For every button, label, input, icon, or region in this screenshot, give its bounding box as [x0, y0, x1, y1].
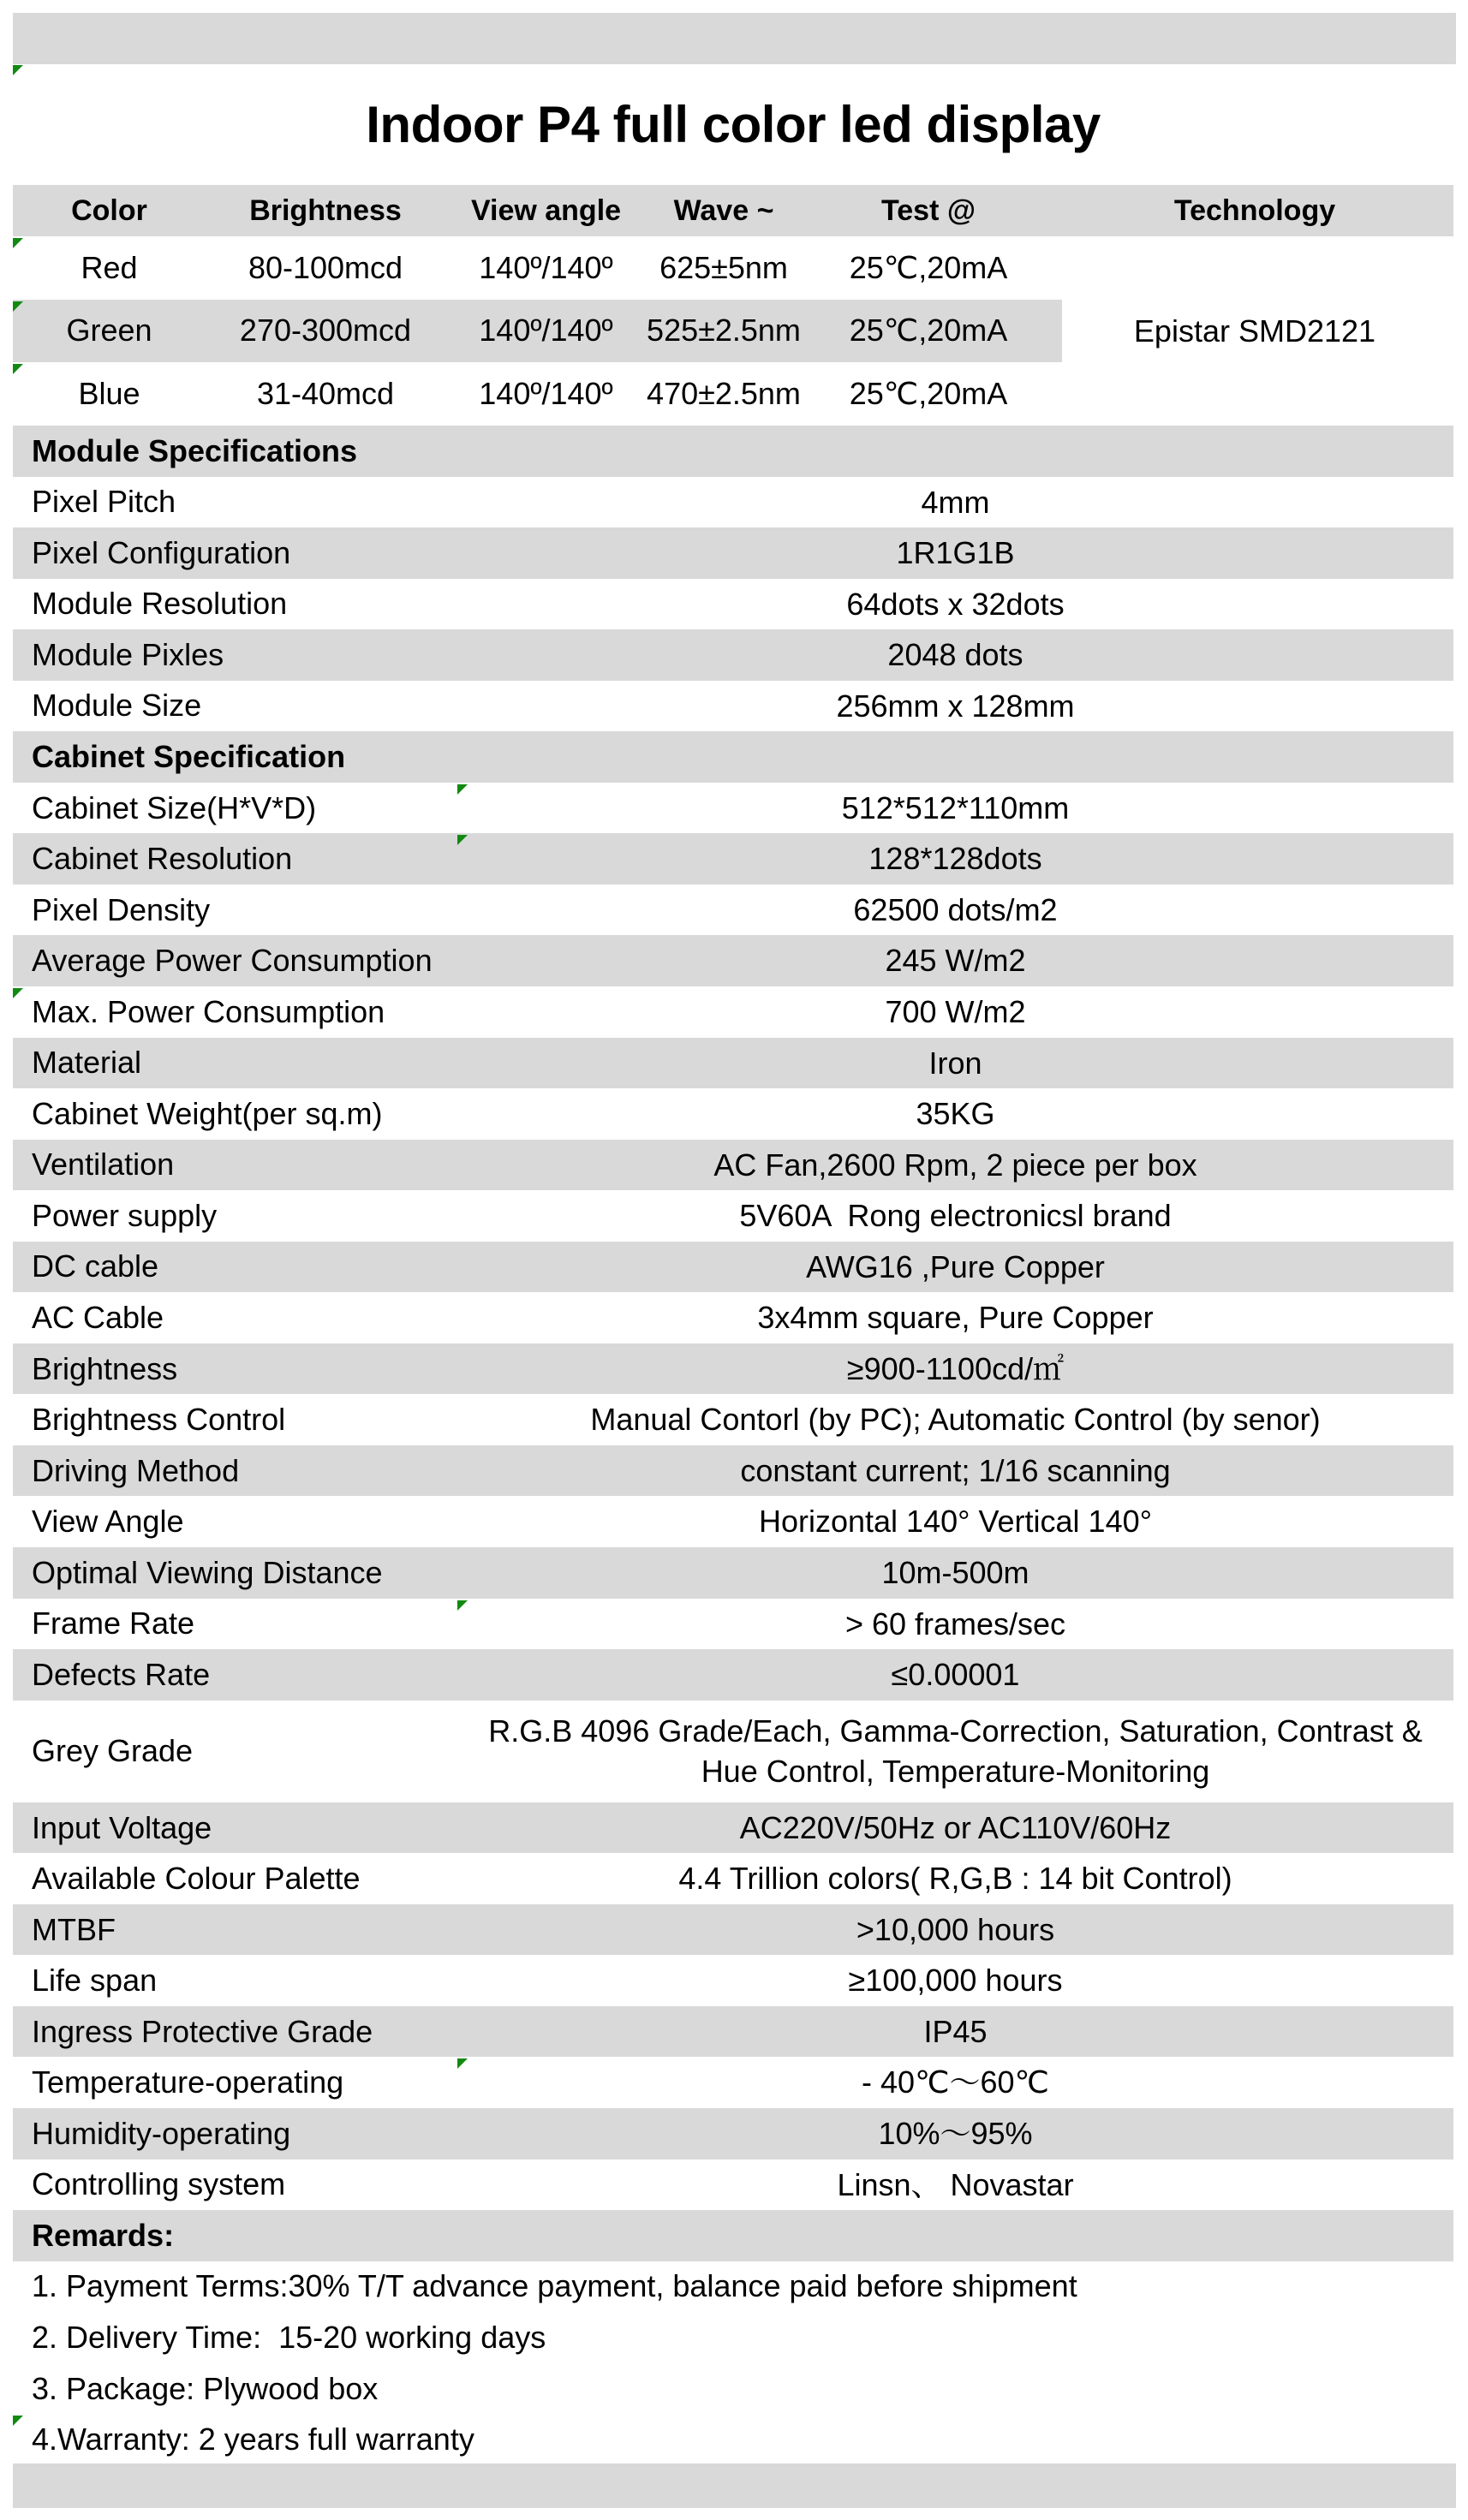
comment-marker-icon — [13, 301, 23, 312]
spec-value-text: ≤0.00001 — [891, 1657, 1020, 1693]
spec-row — [13, 2108, 1453, 2160]
led-header-cell: Brightness — [249, 194, 402, 227]
spec-label: Module Pixles — [32, 636, 224, 672]
spec-row — [13, 1955, 1453, 2006]
spec-row — [13, 1904, 1453, 1956]
section-title: Remards: — [32, 2217, 175, 2253]
spec-label: Module Size — [32, 688, 202, 724]
comment-marker-icon — [13, 988, 23, 998]
spec-row — [13, 833, 1453, 885]
spec-value-text: 64dots x 32dots — [846, 586, 1065, 622]
spec-label: Defects Rate — [32, 1656, 211, 1692]
led-cell: 625±5nm — [659, 249, 788, 285]
spec-label: Pixel Configuration — [32, 534, 291, 570]
spec-value-text: - 40℃～60℃ — [862, 2064, 1049, 2100]
spec-value — [457, 890, 1453, 931]
spec-value-text: 2048 dots — [887, 637, 1023, 673]
spec-value-text: 128*128dots — [868, 841, 1042, 877]
spec-value — [457, 1960, 1453, 2001]
remark-text: 3. Package: Plywood box — [32, 2370, 379, 2406]
spec-label: Controlling system — [32, 2166, 286, 2202]
title-block — [13, 64, 1453, 185]
comment-marker-icon — [457, 1600, 468, 1611]
technology-cell: Epistar SMD2121 — [1133, 313, 1376, 349]
comment-marker-icon — [457, 2058, 468, 2069]
spec-label: Pixel Pitch — [32, 484, 176, 520]
spec-value-text: 512*512*110mm — [841, 789, 1070, 825]
spec-row — [13, 681, 1453, 732]
spec-value-text: 5V60A Rong electronicsl brand — [739, 1198, 1172, 1234]
spec-row — [13, 1701, 1453, 1802]
spec-label: Life span — [32, 1963, 158, 1999]
spec-value-text: 10%～95% — [878, 2116, 1033, 2152]
spec-table — [13, 426, 1453, 2261]
spec-value — [457, 2062, 1453, 2103]
comment-marker-icon — [457, 835, 468, 845]
spec-label: Average Power Consumption — [32, 943, 433, 979]
led-header-cell: Wave ~ — [673, 194, 774, 227]
spec-value — [457, 1711, 1453, 1792]
spec-value-text: >10,000 hours — [856, 1911, 1055, 1947]
spec-value-text: Iron — [928, 1045, 982, 1081]
spec-value-text: 1R1G1B — [896, 535, 1015, 571]
spec-row — [13, 1088, 1453, 1140]
spec-value-text: 700 W/m2 — [885, 994, 1026, 1029]
spec-row — [13, 527, 1453, 579]
spec-value-text: 35KG — [916, 1096, 995, 1132]
spec-value-text: 3x4mm square, Pure Copper — [757, 1300, 1154, 1336]
led-header-cell: Test @ — [881, 194, 976, 227]
spec-row — [13, 1038, 1453, 1089]
top-bar — [13, 13, 1456, 64]
led-cell: 470±2.5nm — [647, 376, 801, 412]
spec-value — [457, 1552, 1453, 1594]
spec-value-text: Manual Contorl (by PC); Automatic Control (by senor) — [590, 1402, 1321, 1438]
led-cell: 140º/140º — [479, 249, 613, 285]
spec-row — [13, 986, 1453, 1038]
spec-value — [457, 1145, 1453, 1186]
spec-value — [457, 1195, 1453, 1236]
led-cell: 140º/140º — [479, 313, 613, 349]
led-cell: 270-300mcd — [239, 313, 412, 349]
spec-row — [13, 1292, 1453, 1343]
spec-row — [13, 2006, 1453, 2058]
spec-row — [13, 1394, 1453, 1445]
spec-value-text: AWG16 ,Pure Copper — [806, 1248, 1105, 1284]
remark-text: 2. Delivery Time: 15-20 working days — [32, 2319, 546, 2355]
spec-value-text: > 60 frames/sec — [844, 1606, 1066, 1641]
spec-value — [457, 1501, 1453, 1542]
remark-text: 1. Payment Terms:30% T/T advance payment, balance paid before shipment — [32, 2268, 1077, 2304]
spec-value — [457, 1604, 1453, 1645]
spec-value — [457, 788, 1453, 829]
led-cell: 25℃,20mA — [849, 313, 1008, 349]
led-cell: 525±2.5nm — [647, 313, 801, 349]
spec-row — [13, 1802, 1453, 1854]
spec-value — [457, 1858, 1453, 1899]
spec-label: Ventilation — [32, 1147, 175, 1183]
spec-value-text: IP45 — [923, 2013, 988, 2049]
spec-label: Cabinet Weight(per sq.m) — [32, 1095, 383, 1131]
remark-item — [13, 2312, 1453, 2363]
spec-row — [13, 1599, 1453, 1650]
spec-label: Brightness — [32, 1350, 178, 1386]
spec-value — [457, 1349, 1453, 1390]
spec-label: Driving Method — [32, 1452, 240, 1488]
spec-value-text: 4mm — [921, 484, 990, 520]
section-title: Module Specifications — [32, 432, 358, 468]
comment-marker-icon — [13, 364, 23, 374]
spec-label: Optimal Viewing Distance — [32, 1554, 383, 1590]
spec-row — [13, 1190, 1453, 1242]
section-header-row — [13, 2210, 1453, 2261]
led-cell: 25℃,20mA — [849, 249, 1008, 285]
spec-label: Ingress Protective Grade — [32, 2013, 373, 2049]
spec-value-text: AC220V/50Hz or AC110V/60Hz — [739, 1809, 1172, 1845]
spec-sheet — [13, 64, 1453, 2465]
spec-value-text: ≥900-1100cd/㎡ — [846, 1350, 1065, 1386]
spec-label: Max. Power Consumption — [32, 993, 385, 1029]
remark-item — [13, 2414, 1453, 2465]
spec-label: Cabinet Resolution — [32, 841, 293, 877]
spec-label: Grey Grade — [32, 1733, 194, 1769]
spec-value — [457, 1909, 1453, 1951]
led-header-cell: View angle — [470, 194, 622, 227]
spec-value-text: 62500 dots/m2 — [853, 891, 1058, 927]
spec-value-text: 256mm x 128mm — [836, 688, 1075, 724]
spec-row — [13, 1140, 1453, 1191]
comment-marker-icon — [457, 784, 468, 795]
spec-value — [457, 1451, 1453, 1492]
spec-value-text: 10m-500m — [881, 1555, 1029, 1591]
spec-row — [13, 1853, 1453, 1904]
comment-marker-icon — [13, 65, 23, 75]
spec-label: DC cable — [32, 1248, 159, 1284]
spec-label: View Angle — [32, 1504, 184, 1540]
spec-value-text: 4.4 Trillion colors( R,G,B : 14 bit Control) — [678, 1861, 1232, 1897]
led-cell: Red — [81, 249, 138, 285]
spec-label: Available Colour Palette — [32, 1861, 361, 1897]
led-cell: 25℃,20mA — [849, 376, 1008, 412]
spec-row — [13, 935, 1453, 986]
spec-value-text: AC Fan,2600 Rpm, 2 piece per box — [713, 1147, 1197, 1183]
spec-label: Cabinet Size(H*V*D) — [32, 789, 317, 825]
comment-marker-icon — [13, 2416, 23, 2426]
spec-value — [457, 686, 1453, 727]
spec-row — [13, 1649, 1453, 1701]
spec-label: Frame Rate — [32, 1606, 195, 1641]
spec-label: Pixel Density — [32, 891, 211, 927]
led-header-cell: Technology — [1173, 194, 1336, 227]
spec-label: AC Cable — [32, 1300, 164, 1336]
spec-value — [457, 1247, 1453, 1288]
spec-value — [457, 1297, 1453, 1338]
spec-label: Temperature-operating — [32, 2064, 344, 2100]
page-title: Indoor P4 full color led display — [366, 96, 1101, 153]
spec-row — [13, 1242, 1453, 1293]
spec-label: Power supply — [32, 1197, 218, 1233]
spec-label: Material — [32, 1045, 142, 1081]
spec-value-text: Linsn、 Novastar — [837, 2166, 1074, 2202]
spec-row — [13, 579, 1453, 630]
led-cell: 140º/140º — [479, 376, 613, 412]
spec-value — [457, 1093, 1453, 1135]
spec-row — [13, 1445, 1453, 1497]
led-cell: Green — [66, 313, 152, 349]
spec-row — [13, 2057, 1453, 2108]
spec-value — [457, 584, 1453, 625]
spec-row — [13, 477, 1453, 528]
spec-value-text: 245 W/m2 — [885, 943, 1026, 979]
spec-row — [13, 1343, 1453, 1395]
spec-label: Input Voltage — [32, 1809, 212, 1845]
spec-value — [457, 1808, 1453, 1849]
remark-item — [13, 2363, 1453, 2415]
section-header-row — [13, 426, 1453, 477]
spec-value-text: constant current; 1/16 scanning — [740, 1452, 1171, 1488]
section-title: Cabinet Specification — [32, 739, 346, 775]
spec-label: MTBF — [32, 1911, 116, 1947]
spec-value-text: ≥100,000 hours — [848, 1963, 1063, 1999]
spec-label: Brightness Control — [32, 1402, 286, 1438]
spec-value — [457, 1654, 1453, 1695]
spec-value — [457, 2165, 1453, 2206]
led-cell: 80-100mcd — [248, 249, 403, 285]
remark-text: 4.Warranty: 2 years full warranty — [32, 2422, 474, 2457]
spec-value — [457, 992, 1453, 1033]
spec-label: Module Resolution — [32, 586, 288, 622]
spec-value — [457, 634, 1453, 676]
spec-value — [457, 533, 1453, 574]
spec-value — [457, 2113, 1453, 2154]
spec-value-text: Horizontal 140° Vertical 140° — [758, 1504, 1153, 1540]
remark-item — [13, 2261, 1453, 2313]
spec-row — [13, 783, 1453, 834]
spec-value — [457, 838, 1453, 879]
remarks-list — [13, 2261, 1453, 2465]
led-cell: 31-40mcd — [256, 376, 395, 412]
led-header-row — [13, 185, 1453, 236]
spec-row — [13, 885, 1453, 936]
led-header-cell: Color — [71, 194, 147, 227]
spec-row — [13, 1496, 1453, 1547]
spec-value — [457, 482, 1453, 523]
led-cell: Blue — [78, 376, 140, 412]
spec-label: Humidity-operating — [32, 2115, 291, 2151]
spec-value-text: R.G.B 4096 Grade/Each, Gamma-Correction, Saturation, Contrast & Hue Control, Temperature-Monitoring — [488, 1713, 1431, 1790]
comment-marker-icon — [13, 238, 23, 248]
bottom-bar — [13, 2463, 1456, 2508]
section-header-row — [13, 731, 1453, 783]
led-characteristics-table — [13, 185, 1453, 426]
spec-row — [13, 2160, 1453, 2211]
spec-row — [13, 1547, 1453, 1599]
spec-value — [457, 940, 1453, 981]
spec-value — [457, 1043, 1453, 1084]
spec-value — [457, 1399, 1453, 1440]
spec-value — [457, 2011, 1453, 2052]
spec-row — [13, 629, 1453, 681]
